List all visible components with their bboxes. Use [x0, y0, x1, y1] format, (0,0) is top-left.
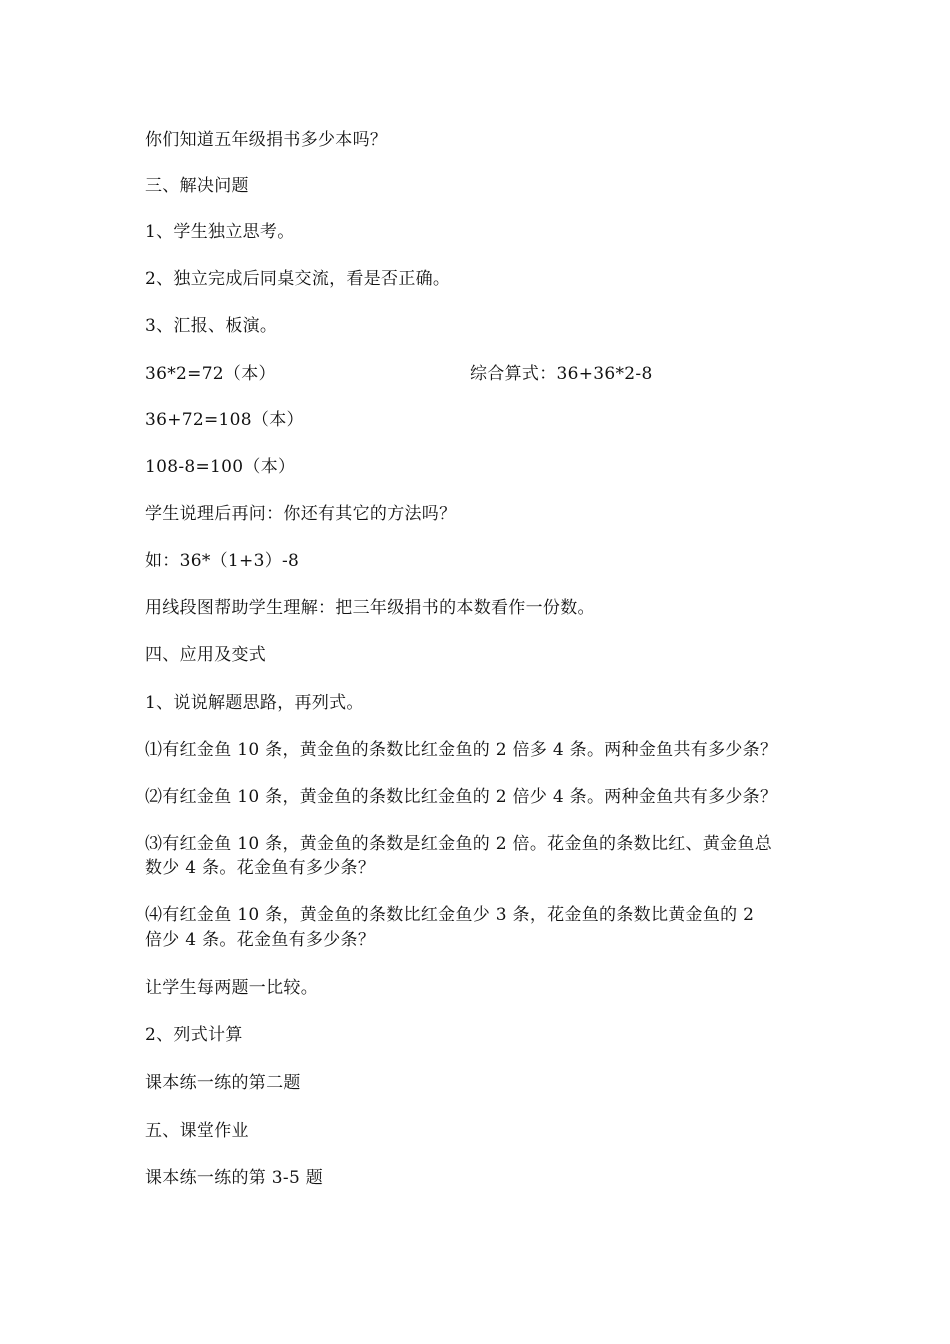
problem-3-line-1: ⑶有红金鱼 10 条，黄金鱼的条数是红金鱼的 2 倍。花金鱼的条数比红、黄金鱼总	[145, 834, 773, 854]
step-3: 3、汇报、板演。	[145, 316, 278, 336]
alternative-method: 如：36*（1+3）-8	[145, 551, 300, 571]
follow-up-question: 学生说理后再问：你还有其它的方法吗？	[145, 504, 457, 524]
comparison-note: 让学生每两题一比较。	[145, 978, 318, 998]
problem-1: ⑴有红金鱼 10 条，黄金鱼的条数比红金鱼的 2 倍多 4 条。两种金鱼共有多少条？	[145, 740, 778, 760]
problem-3-line-2: 数少 4 条。花金鱼有多少条？	[145, 858, 376, 878]
combined-formula: 综合算式：36+36*2-8	[470, 364, 653, 384]
subsection-1: 1、说说解题思路，再列式。	[145, 693, 364, 713]
equation-2: 36+72=108（本）	[145, 410, 304, 430]
step-1: 1、学生独立思考。	[145, 222, 295, 242]
section-heading-5: 五、课堂作业	[145, 1121, 249, 1141]
equation-3: 108-8=100（本）	[145, 457, 296, 477]
question-line: 你们知道五年级捐书多少本吗？	[145, 130, 388, 150]
textbook-exercise-2: 课本练一练的第二题	[145, 1073, 301, 1093]
section-heading-4: 四、应用及变式	[145, 645, 267, 665]
problem-2: ⑵有红金鱼 10 条，黄金鱼的条数比红金鱼的 2 倍少 4 条。两种金鱼共有多少条？	[145, 787, 778, 807]
problem-4-line-2: 倍少 4 条。花金鱼有多少条？	[145, 930, 376, 950]
line-diagram-note: 用线段图帮助学生理解：把三年级捐书的本数看作一份数。	[145, 598, 595, 618]
homework-exercises: 课本练一练的第 3-5 题	[145, 1168, 324, 1188]
problem-4-line-1: ⑷有红金鱼 10 条，黄金鱼的条数比红金鱼少 3 条，花金鱼的条数比黄金鱼的 2	[145, 905, 755, 925]
section-heading-3: 三、解决问题	[145, 176, 249, 196]
equation-1: 36*2=72（本）	[145, 364, 276, 384]
subsection-2: 2、列式计算	[145, 1025, 243, 1045]
step-2: 2、独立完成后同桌交流，看是否正确。	[145, 269, 451, 289]
